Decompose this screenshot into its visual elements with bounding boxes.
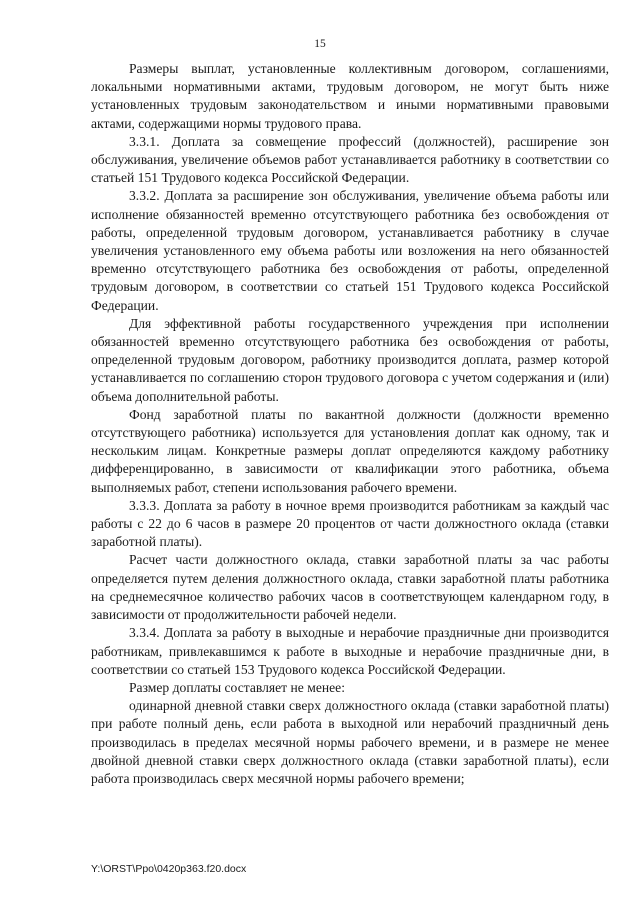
file-path-footer: Y:\ORST\Ppo\0420p363.f20.docx bbox=[91, 863, 247, 875]
paragraph-payment-minimum: Размер доплаты составляет не менее: bbox=[129, 679, 345, 695]
document-body bbox=[91, 60, 609, 788]
paragraph-hourly-calculation: Расчет части должностного оклада, ставки заработной платы за час работы определяется путем деления должностного оклада, ставки заработной платы работника на среднемесячное количество рабочих часов в соответствующем календарном году, в зависимости от продолжительности рабочей недели. bbox=[91, 552, 609, 623]
paragraph-payment-sizes: Размеры выплат, установленные коллективным договором, соглашениями, локальными нормативными актами, трудовым договором, не могут быть ниже установленных трудовым законодательством и иными нормативными правовыми актами, содержащими нормы трудового права. bbox=[91, 61, 609, 131]
paragraph-effective-work: Для эффективной работы государственного учреждения при исполнении обязанностей временно отсутствующего работника без освобождения от работы, определенной трудовым договором, работнику производится доплата, размер которой устанавливается по соглашению сторон трудового договора с учетом содержания и (или) объема дополнительной работы. bbox=[91, 315, 609, 404]
paragraph-3-3-4: 3.3.4. Доплата за работу в выходные и нерабочие праздничные дни производится работникам, привлекавшимся к работе в выходные и нерабочие праздничные дни, в соответствии со статьей 153 Трудового кодекса Российской Федерации. bbox=[91, 625, 609, 677]
paragraph-3-3-1: 3.3.1. Доплата за совмещение профессий (должностей), расширение зон обслуживания, увеличение объемов работ устанавливается работнику в соответствии со статьей 151 Трудового кодекса Российской Федерации. bbox=[91, 133, 609, 186]
page-number: 15 bbox=[314, 38, 326, 50]
paragraph-3-3-2: 3.3.2. Доплата за расширение зон обслуживания, увеличение объема работы или исполнение обязанностей временно отсутствующего работника без освобождения от работы, определенной трудовым договором, устанавливается работнику в случае увеличения установленного ему объема работы или возложения на него обязанностей временно отсутствующего работника без освобождения от работы, определенной трудовым договором, в соответствии со статьей 151 Трудового кодекса Российской Федерации. bbox=[91, 188, 609, 313]
paragraph-single-daily-rate: одинарной дневной ставки сверх должностного оклада (ставки заработной платы) при работе полный день, если работа в выходной или нерабочий праздничный день производилась в пределах месячной нормы рабочего времени, и в размере не менее двойной дневной ставки сверх должностного оклада (ставки заработной платы), если работа производилась сверх месячной нормы рабочего времени; bbox=[91, 698, 609, 786]
paragraph-wage-fund: Фонд заработной платы по вакантной должности (должности временно отсутствующего работника) используется для установления доплат как одному, так и нескольким лицам. Конкретные размеры доплат определяются каждому работнику дифференцированно, в зависимости от квалификации этого работника, объема выполняемых работ, степени использования рабочего времени. bbox=[91, 406, 609, 495]
paragraph-3-3-3: 3.3.3. Доплата за работу в ночное время производится работникам за каждый час работы с 22 до 6 часов в размере 20 процентов от части должностного оклада (ставки заработной платы). bbox=[91, 497, 609, 550]
